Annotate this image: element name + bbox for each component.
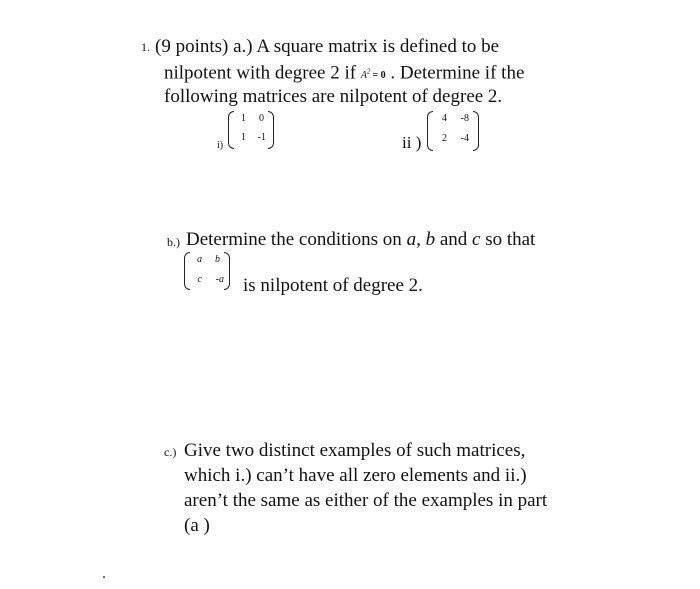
problem-line-1: (9 points) a.) A square matrix is defined to be: [155, 36, 500, 57]
matrix-ii-right-paren: [473, 111, 479, 151]
part-c-line-3: aren’t the same as either of the examples in part: [184, 490, 548, 511]
matrix-b-left-paren: [184, 252, 190, 290]
matrix-b-cell-12: b: [215, 254, 220, 265]
matrix-ii-label: ii ): [402, 133, 422, 152]
math-base: A: [360, 70, 367, 82]
problem-line-2: [164, 61, 524, 87]
part-c-line-2: which i.) can’t have all zero elements and ii.): [184, 465, 527, 486]
matrix-b-cell-11: a: [197, 254, 202, 265]
matrix-b: [184, 252, 230, 290]
part-b-line-1-post: so that: [485, 229, 536, 250]
matrix-i-cell-11: 1: [241, 113, 246, 124]
matrix-ii-cell-12: -8: [460, 113, 469, 124]
part-b-label: b.): [167, 235, 180, 249]
part-b-line-1: [186, 229, 535, 251]
part-b-and: and: [439, 229, 468, 250]
var-c: c: [472, 229, 481, 250]
problem-line-2-pre: nilpotent with degree 2 if: [164, 62, 357, 84]
matrix-i-cell-22: -1: [257, 132, 266, 143]
matrix-ii-cell-11: 4: [442, 113, 447, 124]
matrix-i-cell-12: 0: [259, 113, 264, 124]
matrix-b-cell-21: c: [197, 274, 202, 285]
part-c-label: c.): [164, 445, 177, 459]
matrix-ii-cell-22: -4: [460, 133, 469, 144]
matrix-i-left-paren: [228, 111, 234, 149]
matrix-i: [228, 111, 274, 149]
matrix-i-right-paren: [268, 111, 274, 149]
matrix-ii: [427, 111, 479, 151]
part-c-line-1: Give two distinct examples of such matrices,: [184, 440, 526, 461]
matrix-b-cell-22: -a: [215, 274, 224, 285]
stray-dot: [103, 576, 105, 578]
matrix-i-label: i): [217, 140, 224, 151]
problem-line-3: following matrices are nilpotent of degree 2.: [164, 86, 503, 107]
a-squared-math: [361, 70, 386, 81]
part-c-line-4: (a ): [184, 515, 210, 536]
matrix-ii-left-paren: [427, 111, 433, 151]
problem-number: 1.: [141, 40, 150, 54]
problem-line-2-post: . Determine if the: [390, 62, 525, 84]
matrix-i-cell-21: 1: [241, 132, 246, 143]
problem-1: [141, 38, 150, 56]
matrix-b-right-paren: [224, 252, 230, 290]
matrix-ii-cell-21: 2: [442, 133, 447, 144]
part-b-line-1-pre: Determine the conditions on: [186, 229, 402, 250]
var-b: b: [425, 229, 436, 250]
var-a: a,: [406, 229, 421, 250]
math-exponent: 2: [366, 68, 371, 76]
part-b-line-2: is nilpotent of degree 2.: [243, 275, 423, 296]
math-equals-zero: = 0: [372, 70, 386, 82]
